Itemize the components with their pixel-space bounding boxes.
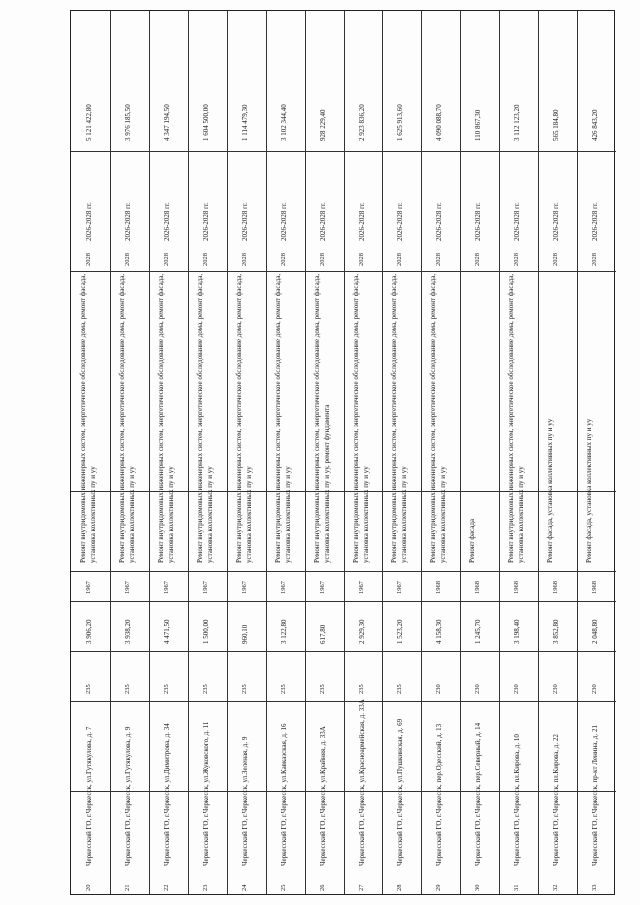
build-year-cell: 1967: [396, 581, 404, 594]
area-cell: 3 938,20: [123, 619, 132, 644]
area-cell: 4 158,30: [435, 619, 444, 644]
row-divider: [149, 11, 150, 894]
row-number: 23: [201, 884, 209, 891]
sum-cell: 3 102 344,40: [279, 104, 288, 141]
plan-year-cell: 2028: [552, 253, 560, 266]
address-cell: Черкесский ГО, г.Черкесск, ул.Димитрова, д. 34: [162, 723, 171, 866]
code-cell: 235: [318, 684, 326, 694]
build-year-cell: 1967: [201, 581, 209, 594]
address-cell: Черкесский ГО, г.Черкесск, ул.Пушкинская, д. 69: [396, 718, 405, 866]
code-cell: 230: [552, 684, 560, 694]
area-cell: 3 906,20: [85, 619, 93, 644]
area-cell: 3 198,40: [513, 619, 522, 644]
row-number: 29: [435, 884, 443, 891]
works-cell: Ремонт внутридомовых инженерных систем, энергетическое обследование дома, ремонт фасада,: [79, 273, 87, 563]
works-cell: установка коллективных пу и уу: [361, 466, 370, 563]
period-cell: 2026-2028 гг.: [474, 202, 483, 241]
works-cell: установка коллективных пу и уу: [517, 466, 526, 563]
period-cell: 2026-2028 гг.: [552, 202, 561, 241]
works-cell: Ремонт внутридомовых инженерных систем, энергетическое обследование дома, ремонт фасада,: [156, 273, 165, 563]
code-cell: 235: [240, 684, 248, 694]
sum-cell: 4 090 088,70: [435, 104, 444, 141]
plan-year-cell: 2028: [318, 253, 326, 266]
build-year-cell: 1968: [474, 581, 482, 594]
works-cell: Ремонт внутридомовых инженерных систем, энергетическое обследование дома, ремонт фасада,: [117, 273, 126, 563]
plan-year-cell: 2028: [474, 253, 482, 266]
row-number: 26: [318, 884, 326, 891]
area-cell: 4 471,50: [162, 619, 171, 644]
plan-year-cell: 2028: [240, 253, 248, 266]
address-cell: Черкесский ГО, г.Черкесск, ул.Гутякулова, д. 9: [123, 726, 132, 866]
period-cell: 2026-2028 гг.: [123, 202, 132, 241]
build-year-cell: 1967: [357, 581, 365, 594]
period-cell: 2026-2028 гг.: [513, 202, 522, 241]
sum-cell: 1 604 500,00: [201, 104, 210, 141]
address-cell: Черкесский ГО, г.Черкесск, пл.Кирова, д. 22: [552, 734, 561, 866]
area-cell: 2 048,80: [591, 619, 600, 644]
row-divider: [421, 11, 422, 894]
row-divider: [110, 11, 111, 894]
works-cell: установка коллективных пу и уу: [166, 466, 175, 563]
period-cell: 2026-2028 гг.: [201, 202, 210, 241]
code-cell: 235: [396, 684, 404, 694]
area-cell: 3 852,80: [552, 619, 561, 644]
code-cell: 235: [201, 684, 209, 694]
build-year-cell: 1967: [240, 581, 248, 594]
works-cell: Ремонт внутридомовых инженерных систем, энергетическое обследование дома, ремонт фасада,: [195, 273, 204, 563]
row-divider: [499, 11, 500, 894]
address-cell: Черкесский ГО, г.Черкесск, ул.Жуковского, д. 11: [201, 721, 210, 866]
plan-year-cell: 2028: [357, 253, 365, 266]
row-divider: [538, 11, 539, 894]
row-divider: [266, 11, 267, 894]
sum-cell: 3 976 185,50: [123, 104, 132, 141]
build-year-cell: 1968: [591, 581, 599, 594]
code-cell: 235: [162, 684, 170, 694]
area-cell: 617,80: [318, 624, 327, 644]
sum-cell: 565 184,80: [552, 109, 561, 141]
address-cell: Черкесский ГО, г.Черкесск, ул.Гутякулова, д. 7: [85, 726, 93, 866]
address-cell: Черкесский ГО, г.Черкесск, ул.Кавказская, д. 16: [279, 723, 288, 866]
works-cell: установка коллективных пу и уу: [89, 466, 97, 563]
sum-cell: 1 114 479,30: [240, 104, 249, 141]
sum-cell: 3 112 123,20: [513, 104, 522, 141]
works-cell: Ремонт фасада, установка коллективных пу и уу: [546, 418, 555, 563]
area-cell: 1 500,00: [201, 619, 210, 644]
capital-repair-table: [70, 10, 615, 895]
period-cell: 2026-2028 гг.: [396, 202, 405, 241]
build-year-cell: 1967: [162, 581, 170, 594]
row-number: 30: [474, 884, 482, 891]
row-divider: [460, 11, 461, 894]
sum-cell: 1 625 913,60: [396, 104, 405, 141]
plan-year-cell: 2028: [85, 253, 92, 266]
row-divider: [382, 11, 383, 894]
works-cell: Ремонт внутридомовых инженерных систем, энергетическое обследование дома, ремонт фасада,: [312, 273, 321, 563]
works-cell: установка коллективных пу и уу: [205, 466, 214, 563]
row-divider: [577, 11, 578, 894]
sum-cell: 2 923 836,20: [357, 104, 366, 141]
plan-year-cell: 2028: [201, 253, 209, 266]
area-cell: 1 245,70: [474, 619, 483, 644]
row-number: 28: [396, 884, 404, 891]
sum-cell: 4 347 194,50: [162, 104, 171, 141]
row-number: 21: [123, 884, 131, 891]
row-number: 31: [513, 884, 521, 891]
row-number: 33: [591, 884, 599, 891]
build-year-cell: 1968: [552, 581, 560, 594]
build-year-cell: 1968: [513, 581, 521, 594]
row-number: 24: [240, 884, 248, 891]
works-cell: установка коллективных пу и уу: [400, 466, 409, 563]
sum-cell: 426 843,20: [591, 109, 600, 141]
address-cell: Черкесский ГО, г.Черкесск, пер.Одесский, д. 13: [435, 723, 444, 866]
sum-cell: 928 229,40: [318, 109, 327, 141]
works-cell: Ремонт внутридомовых инженерных систем, энергетическое обследование дома, ремонт фасада,: [351, 273, 360, 563]
area-cell: 960,10: [240, 624, 249, 644]
plan-year-cell: 2028: [279, 253, 287, 266]
area-cell: 1 523,20: [396, 619, 405, 644]
row-number: 25: [279, 884, 287, 891]
code-cell: 235: [357, 684, 365, 694]
works-cell: Ремонт внутридомовых инженерных систем, энергетическое обследование дома, ремонт фасада,: [507, 273, 516, 563]
period-cell: 2026-2028 гг.: [85, 202, 93, 241]
row-divider: [188, 11, 189, 894]
address-cell: Черкесский ГО, г.Черкесск, ул.Зеленая, д. 9: [240, 736, 249, 866]
plan-year-cell: 2028: [396, 253, 404, 266]
code-cell: 230: [513, 684, 521, 694]
works-cell: Ремонт внутридомовых инженерных систем, энергетическое обследование дома, ремонт фасада,: [273, 273, 282, 563]
build-year-cell: 1967: [318, 581, 326, 594]
code-cell: 230: [591, 684, 599, 694]
period-cell: 2026-2028 гг.: [357, 202, 366, 241]
build-year-cell: 1967: [123, 581, 131, 594]
row-number: 27: [357, 884, 365, 891]
build-year-cell: 1967: [85, 581, 92, 594]
works-cell: Ремонт внутридомовых инженерных систем, энергетическое обследование дома, ремонт фасада,: [429, 273, 438, 563]
works-cell: установка коллективных пу и уу, ремонт фундамента: [322, 404, 331, 563]
code-cell: 235: [279, 684, 287, 694]
works-cell: Ремонт внутридомовых инженерных систем, энергетическое обследование дома, ремонт фасада,: [234, 273, 243, 563]
period-cell: 2026-2028 гг.: [435, 202, 444, 241]
plan-year-cell: 2028: [123, 253, 131, 266]
works-cell: установка коллективных пу и уу: [244, 466, 253, 563]
works-cell: установка коллективных пу и уу: [127, 466, 136, 563]
address-cell: Черкесский ГО, г.Черкесск, пл.Кирова, д. 10: [513, 734, 522, 866]
area-cell: 2 929,30: [357, 619, 366, 644]
works-cell: Ремонт фасада, установка коллективных пу и уу: [585, 418, 594, 563]
plan-year-cell: 2028: [435, 253, 443, 266]
period-cell: 2026-2028 гг.: [240, 202, 249, 241]
code-cell: 230: [435, 684, 443, 694]
sum-cell: 5 121 422,80: [85, 104, 93, 141]
sum-cell: 110 867,30: [474, 109, 483, 141]
address-cell: Черкесский ГО, г.Черкесск, пр-кт Ленина, д. 21: [591, 725, 600, 866]
address-cell: Черкесский ГО, г.Черкесск, ул.Крайняя, д. 33А: [318, 726, 327, 866]
row-divider: [227, 11, 228, 894]
row-number: 20: [85, 884, 92, 891]
address-cell: Черкесский ГО, г.Черкесск, ул.Красноармейская, д. 33А: [357, 699, 366, 866]
build-year-cell: 1967: [279, 581, 287, 594]
build-year-cell: 1968: [435, 581, 443, 594]
code-cell: 235: [123, 684, 131, 694]
area-cell: 3 122,80: [279, 619, 288, 644]
code-cell: 235: [85, 684, 92, 694]
period-cell: 2026-2028 гг.: [318, 202, 327, 241]
plan-year-cell: 2028: [513, 253, 521, 266]
works-cell: Ремонт внутридомовых инженерных систем, энергетическое обследование дома, ремонт фасада,: [390, 273, 399, 563]
code-cell: 230: [474, 684, 482, 694]
period-cell: 2026-2028 гг.: [591, 202, 600, 241]
row-divider: [305, 11, 306, 894]
works-cell: установка коллективных пу и уу: [439, 466, 448, 563]
row-number: 32: [552, 884, 560, 891]
row-number: 22: [162, 884, 170, 891]
address-cell: Черкесский ГО, г.Черкесск, пер.Северный, д. 14: [474, 722, 483, 866]
period-cell: 2026-2028 гг.: [279, 202, 288, 241]
works-cell: Ремонт фасада: [468, 518, 477, 563]
works-cell: установка коллективных пу и уу: [283, 466, 292, 563]
plan-year-cell: 2028: [162, 253, 170, 266]
row-divider: [344, 11, 345, 894]
plan-year-cell: 2028: [591, 253, 599, 266]
period-cell: 2026-2028 гг.: [162, 202, 171, 241]
